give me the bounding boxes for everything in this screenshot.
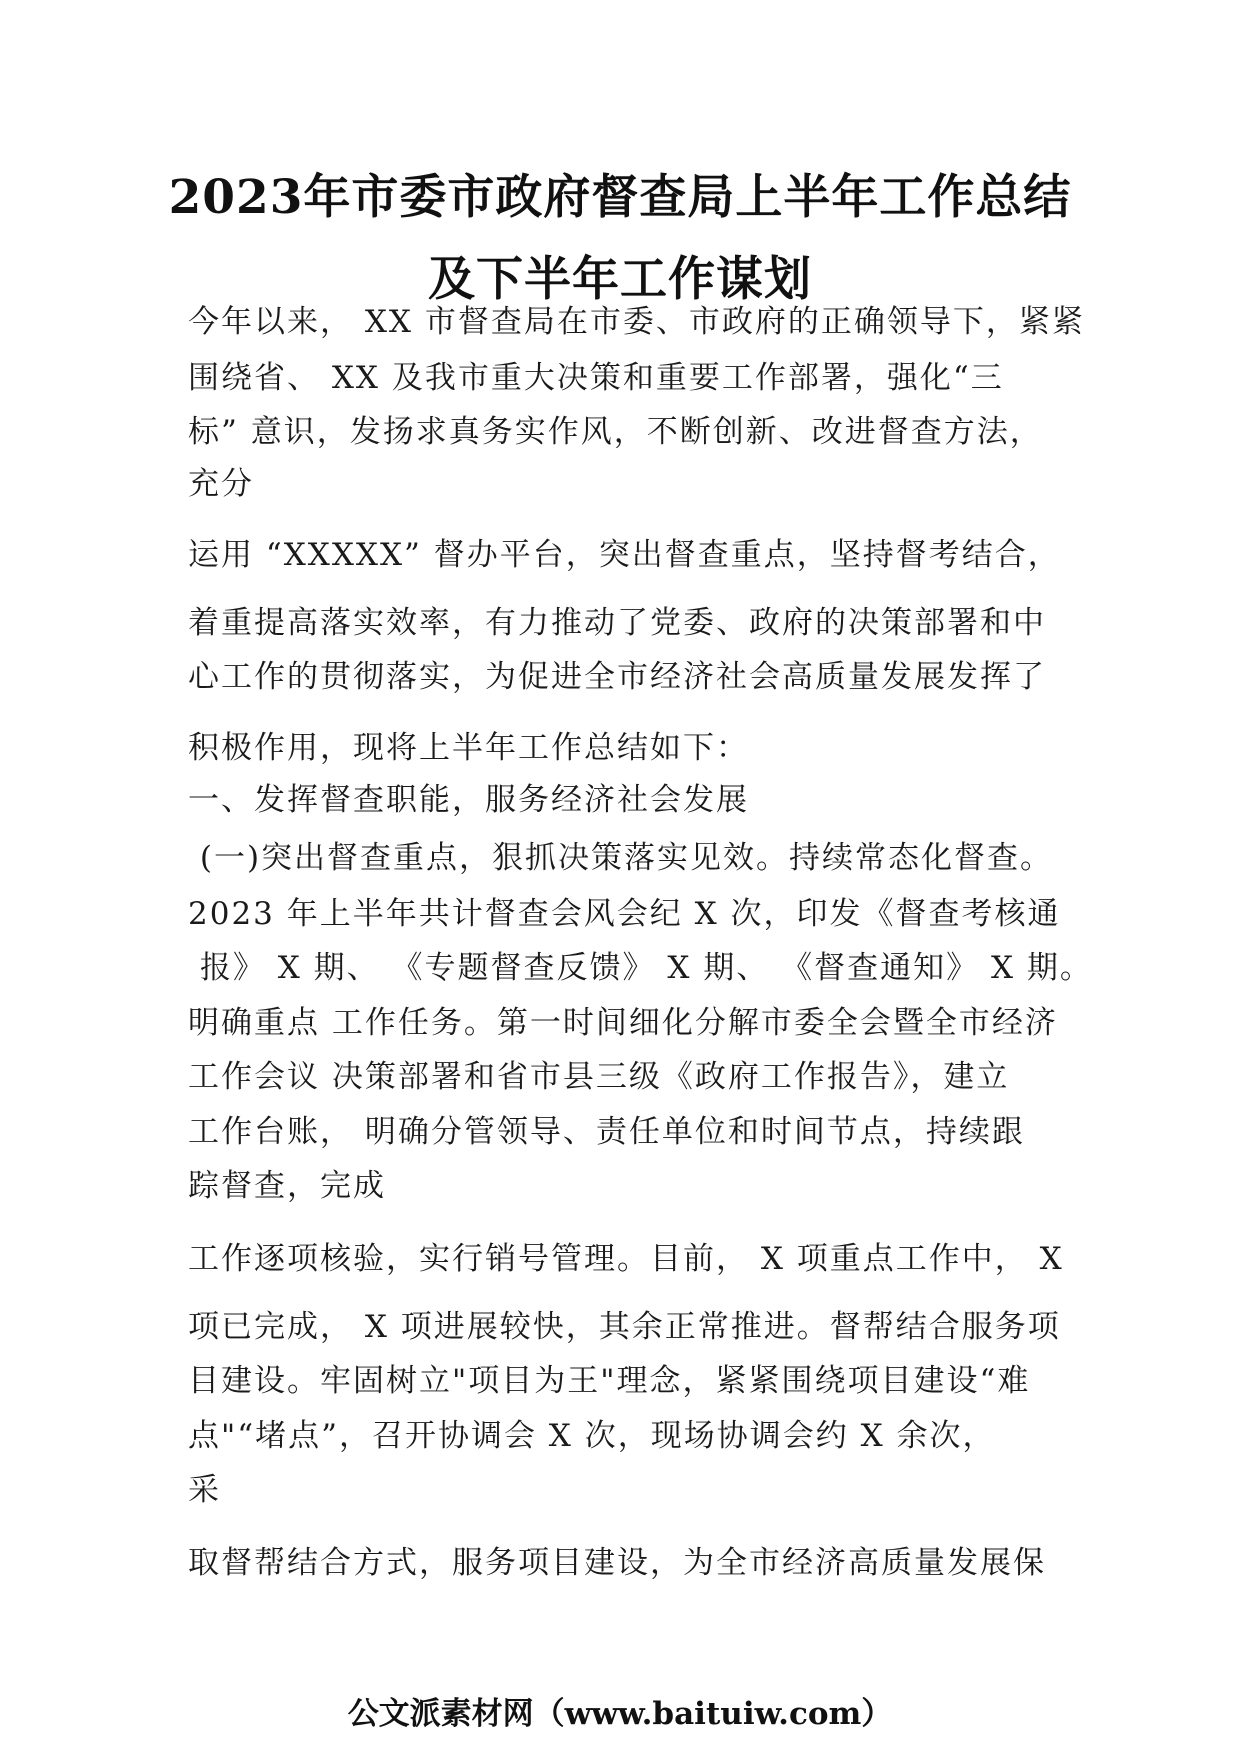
body-line: 心工作的贯彻落实，为促进全市经济社会高质量发展发挥了 (188, 659, 1046, 695)
body-line: 今年以来， XX 市督查局在市委、市政府的正确领导下，紧紧 (188, 304, 1085, 340)
body-line: 取督帮结合方式，服务项目建设，为全市经济高质量发展保 (188, 1545, 1046, 1581)
body-line: 踪督查，完成 (188, 1168, 386, 1204)
body-line: 工作逐项核验，实行销号管理。目前， X 项重点工作中， X (188, 1241, 1064, 1277)
body-line: 项已完成， X 项进展较快，其余正常推进。督帮结合服务项 (188, 1309, 1061, 1345)
body-line: 充分 (188, 466, 254, 502)
body-line: 运用 “XXXXX” 督办平台，突出督查重点，坚持督考结合， (188, 537, 1061, 573)
body-line: 围绕省、 XX 及我市重大决策和重要工作部署，强化“三 (188, 360, 1004, 396)
footer-watermark: 公文派素材网（www.baituiw.com） (347, 1696, 893, 1732)
body-line: 点"“堵点”，召开协调会 X 次，现场协调会约 X 余次， (188, 1418, 996, 1454)
body-line: 工作会议 决策部署和省市县三级《政府工作报告》，建立 (188, 1059, 1010, 1095)
section-heading: 一、发挥督查职能，服务经济社会发展 (188, 782, 749, 818)
document-title-line-2: 及下半年工作谋划 (428, 252, 812, 307)
body-line: 着重提高落实效率，有力推动了党委、政府的决策部署和中 (188, 605, 1046, 641)
body-line: 积极作用，现将上半年工作总结如下： (188, 730, 749, 766)
body-line: 明确重点 工作任务。第一时间细化分解市委全会暨全市经济 (188, 1005, 1058, 1041)
body-line: 目建设。牢固树立"项目为王"理念，紧紧围绕项目建设“难 (188, 1363, 1031, 1399)
body-line: 工作台账， 明确分管领导、责任单位和时间节点，持续跟 (188, 1114, 1025, 1150)
body-line: 报》 X 期、 《专题督查反馈》 X 期、 《督查通知》 X 期。 (188, 950, 1093, 986)
body-line: 标” 意识，发扬求真务实作风，不断创新、改进督查方法， (188, 414, 1043, 450)
body-line: 采 (188, 1472, 221, 1508)
body-line: (一)突出督查重点，狠抓决策落实见效。持续常态化督查。 (188, 840, 1054, 876)
body-line: 2023 年上半年共计督查会风会纪 X 次，印发《督查考核通 (188, 896, 1061, 932)
document-title-line-1: 2023年市委市政府督查局上半年工作总结 (168, 170, 1072, 225)
